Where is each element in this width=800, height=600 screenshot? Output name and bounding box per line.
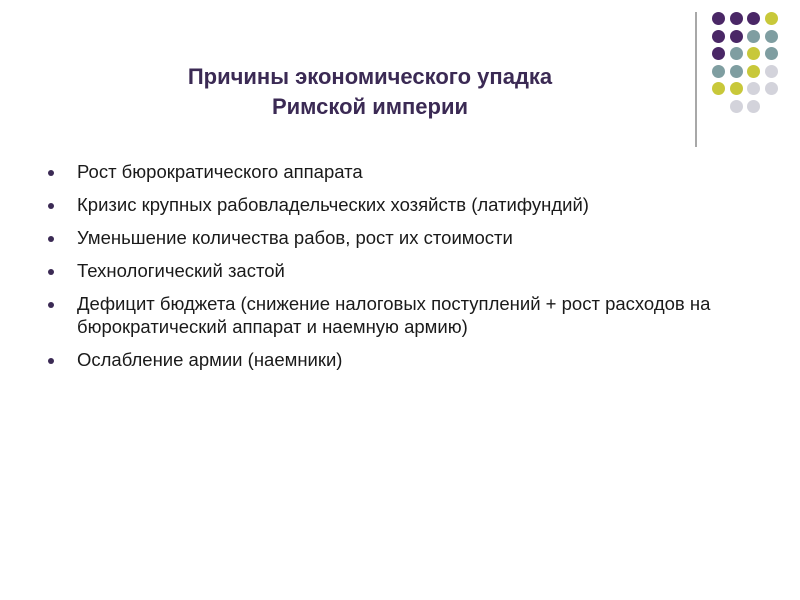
bullet-marker-icon — [48, 170, 54, 176]
bullet-item — [48, 292, 748, 338]
decorative-dot-purple — [730, 12, 743, 25]
decorative-dot-lime — [747, 65, 760, 78]
slide-title-line-2: Римской империи — [271, 94, 469, 119]
slide-title — [90, 62, 650, 122]
vertical-divider — [695, 12, 697, 147]
decorative-dot-purple — [712, 47, 725, 60]
bullet-text: Кризис крупных рабовладельческих хозяйств (латифундий) — [77, 194, 589, 215]
bullet-item — [48, 348, 748, 371]
decorative-dot-teal — [747, 30, 760, 43]
decorative-dot-teal — [765, 30, 778, 43]
bullet-marker-icon — [48, 302, 54, 308]
decorative-dot-teal — [712, 65, 725, 78]
bullet-text: Технологический застой — [77, 260, 285, 281]
decorative-dot-purple — [712, 30, 725, 43]
decorative-dot-teal — [730, 47, 743, 60]
slide-title-line-1: Причины экономического упадка — [187, 64, 553, 89]
bullet-list — [48, 160, 748, 381]
bullet-item — [48, 160, 748, 183]
decorative-dot-gray — [765, 65, 778, 78]
bullet-text: Рост бюрократического аппарата — [77, 161, 363, 182]
bullet-item — [48, 193, 748, 216]
bullet-item — [48, 226, 748, 249]
decorative-dot-lime — [712, 82, 725, 95]
decorative-dot-lime — [747, 47, 760, 60]
bullet-text: Уменьшение количества рабов, рост их стоимости — [77, 227, 513, 248]
bullet-text: Дефицит бюджета (снижение налоговых поступлений + рост расходов на бюрократический аппарат и наемную армию) — [77, 293, 711, 337]
bullet-marker-icon — [48, 203, 54, 209]
decorative-dot-gray — [747, 100, 760, 113]
decorative-dot-gray — [747, 82, 760, 95]
bullet-marker-icon — [48, 269, 54, 275]
decorative-dot-teal — [765, 47, 778, 60]
bullet-text: Ослабление армии (наемники) — [77, 349, 343, 370]
decorative-dot-purple — [747, 12, 760, 25]
decorative-dot-purple — [712, 12, 725, 25]
bullet-item — [48, 259, 748, 282]
decorative-dot-purple — [730, 30, 743, 43]
decorative-dot-lime — [730, 82, 743, 95]
decorative-dot-lime — [765, 12, 778, 25]
bullet-marker-icon — [48, 358, 54, 364]
decorative-dot-gray — [730, 100, 743, 113]
decorative-dot-teal — [730, 65, 743, 78]
decorative-dot-gray — [765, 82, 778, 95]
bullet-marker-icon — [48, 236, 54, 242]
